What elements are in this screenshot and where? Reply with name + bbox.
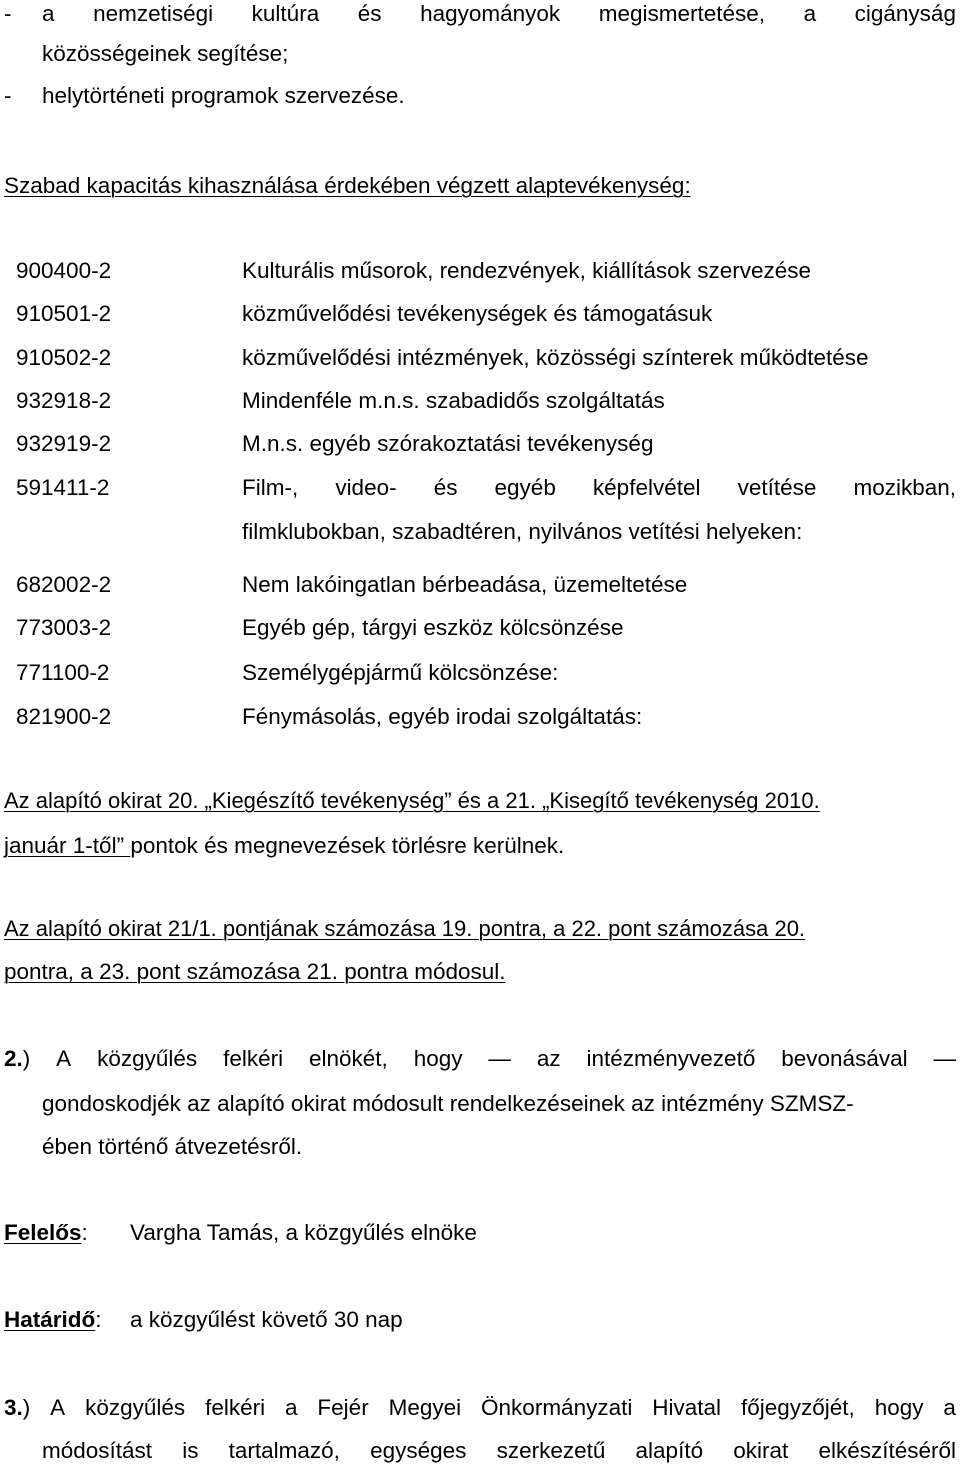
activity-code: 771100-2 [16, 660, 110, 685]
item-number: 2.) [4, 1046, 31, 1071]
activity-desc: Nem lakóingatlan bérbeadása, üzemeltetése [242, 572, 688, 597]
activity-desc: Mindenféle m.n.s. szabadidős szolgáltatás [242, 388, 665, 413]
item-3-line-1 [4, 1394, 956, 1422]
word: felkéri [205, 1395, 266, 1420]
word: egységes [370, 1438, 467, 1463]
word: — [933, 1046, 956, 1071]
deadline-row [4, 1306, 102, 1334]
responsible-row [4, 1219, 88, 1247]
item-2-line-3: ében történő átvezetésről. [42, 1134, 303, 1159]
item-3-line-2 [42, 1437, 956, 1465]
bullet-dash: - [4, 83, 12, 108]
word: közgyűlés [85, 1395, 186, 1420]
item-2-line-1 [4, 1045, 956, 1073]
word: a [42, 1, 55, 26]
bullet-1-line-1 [42, 0, 956, 28]
activity-desc: M.n.s. egyéb szórakoztatási tevékenység [242, 431, 654, 456]
activity-code: 773003-2 [16, 615, 112, 640]
word: a [285, 1395, 298, 1420]
word: A [56, 1046, 72, 1071]
word: is [182, 1438, 199, 1463]
activity-code: 910502-2 [16, 345, 112, 370]
word: Hivatal [652, 1395, 722, 1420]
word: bevonásával [781, 1046, 908, 1071]
paragraph-1-line-2 [4, 832, 564, 860]
activity-desc: közművelődési tevékenységek és támogatásuk [242, 301, 713, 326]
word: hagyományok [420, 1, 561, 26]
word: Önkormányzati [481, 1395, 633, 1420]
word: cigányság [854, 1, 956, 26]
paragraph-2-line-2: pontra, a 23. pont számozása 21. pontra módosul. [4, 959, 506, 984]
word: képfelvétel [592, 475, 701, 500]
activity-code: 932918-2 [16, 388, 112, 413]
activity-desc: Személygépjármű kölcsönzése: [242, 660, 559, 685]
word: felkéri [223, 1046, 284, 1071]
word: A [50, 1395, 66, 1420]
activity-code: 682002-2 [16, 572, 112, 597]
responsible-value: Vargha Tamás, a közgyűlés elnöke [130, 1220, 477, 1245]
word: főjegyzőjét, [740, 1395, 855, 1420]
activity-code: 900400-2 [16, 258, 112, 283]
word: a [943, 1395, 956, 1420]
word: az [536, 1046, 561, 1071]
activity-code: 821900-2 [16, 704, 112, 729]
bullet-1-line-2: közösségeinek segítése; [42, 41, 289, 66]
word: Megyei [388, 1395, 462, 1420]
word: mozikban, [853, 475, 956, 500]
paragraph-1-rest: pontok és megnevezések törlésre kerülnek. [130, 833, 565, 858]
word: elnökét, [309, 1046, 388, 1071]
word: megismertetése, [598, 1, 766, 26]
word: vetítése [737, 475, 817, 500]
word: módosítást [42, 1438, 153, 1463]
activity-desc: Fénymásolás, egyéb irodai szolgáltatás: [242, 704, 643, 729]
paragraph-2-line-1: Az alapító okirat 21/1. pontjának számozása 19. pontra, a 22. pont számozása 20. [4, 916, 806, 941]
activity-desc: közművelődési intézmények, közösségi színterek működtetése [242, 345, 869, 370]
activity-desc-continued: filmklubokban, szabadtéren, nyilvános vetítési helyeken: [242, 519, 803, 544]
underlined-phrase: január 1-től” [4, 833, 131, 858]
activity-desc [242, 474, 956, 502]
activity-desc: Egyéb gép, tárgyi eszköz kölcsönzése [242, 615, 624, 640]
word: egyéb [494, 475, 556, 500]
deadline-colon: : [95, 1307, 102, 1332]
word: okirat [733, 1438, 789, 1463]
responsible-label: Felelős [4, 1220, 82, 1245]
word: Film-, [242, 475, 299, 500]
word: közgyűlés [97, 1046, 198, 1071]
activity-code: 932919-2 [16, 431, 112, 456]
word: kultúra [251, 1, 320, 26]
activity-code: 910501-2 [16, 301, 112, 326]
word: hogy [413, 1046, 463, 1071]
word: alapító [635, 1438, 704, 1463]
word: hogy [874, 1395, 924, 1420]
responsible-colon: : [81, 1220, 88, 1245]
word: és [357, 1, 382, 26]
deadline-label: Határidő [4, 1307, 96, 1332]
word: nemzetiségi [93, 1, 214, 26]
word: video- [335, 475, 397, 500]
item-2-line-2: gondoskodjék az alapító okirat módosult rendelkezéseinek az intézmény SZMSZ- [42, 1091, 854, 1116]
deadline-value: a közgyűlést követő 30 nap [130, 1307, 403, 1332]
word: Fejér [317, 1395, 369, 1420]
activity-desc: Kulturális műsorok, rendezvények, kiállítások szervezése [242, 258, 811, 283]
item-number: 3.) [4, 1395, 31, 1420]
word: szerkezetű [496, 1438, 606, 1463]
paragraph-1-line-1: Az alapító okirat 20. „Kiegészítő tevékenység” és a 21. „Kisegítő tevékenység 2010. [4, 788, 820, 813]
bullet-dash: - [4, 1, 12, 26]
section-heading: Szabad kapacitás kihasználása érdekében végzett alaptevékenység: [4, 173, 691, 198]
word: intézményvezető [586, 1046, 756, 1071]
activity-code: 591411-2 [16, 475, 110, 500]
word: elkészítéséről [818, 1438, 956, 1463]
word: és [433, 475, 458, 500]
bullet-2-line-1: helytörténeti programok szervezése. [42, 83, 405, 108]
word: tartalmazó, [228, 1438, 340, 1463]
word: a [803, 1, 817, 26]
word: — [488, 1046, 511, 1071]
